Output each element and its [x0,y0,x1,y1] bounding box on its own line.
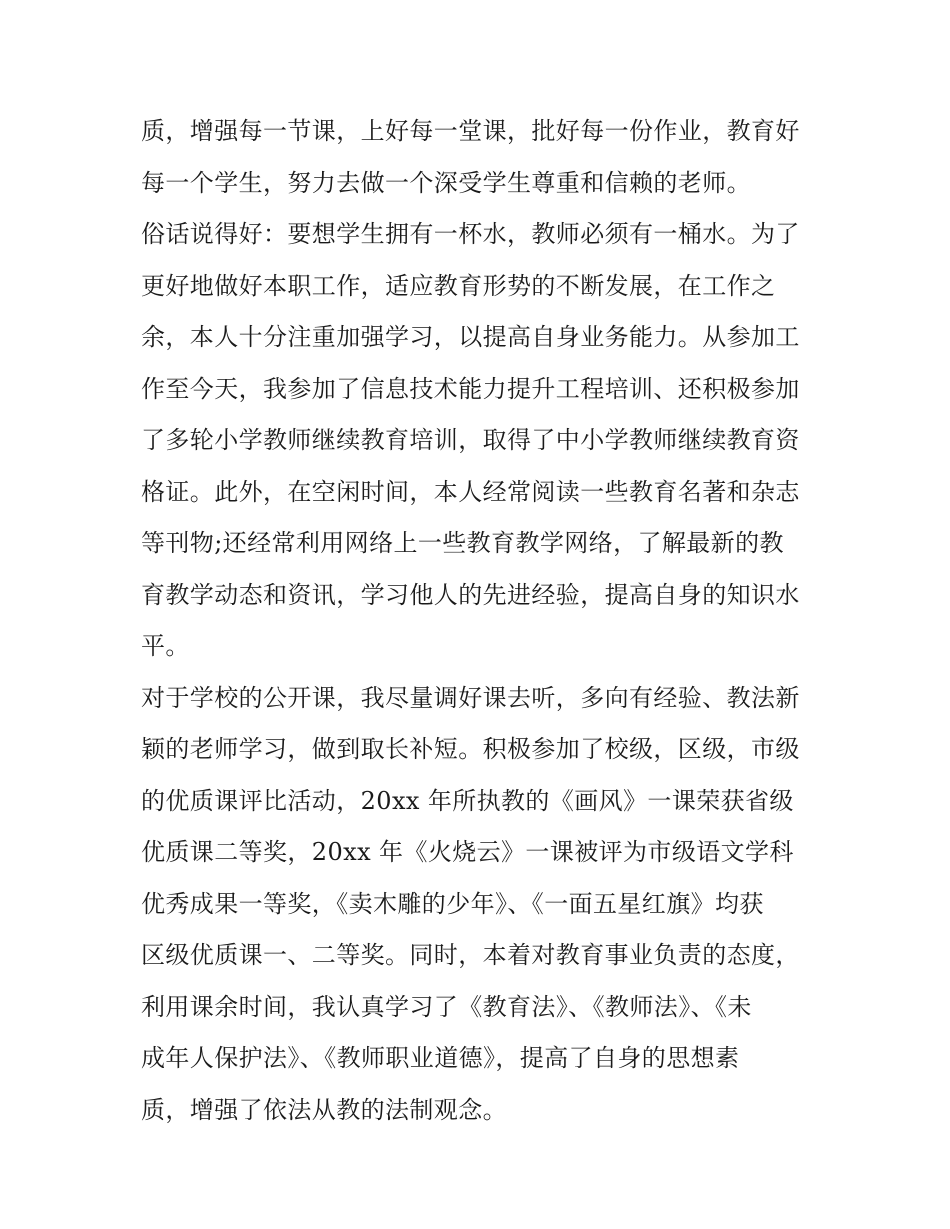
text-line: 等刊物;还经常利用网络上一些教育教学网络，了解最新的教 [141,529,784,557]
text-line: 作至今天，我参加了信息技术能力提升工程培训、还积极参加 [141,374,800,403]
text-line: 平。 [141,632,190,660]
text-line: 每一个学生，努力去做一个深受学生尊重和信赖的老师。 [141,168,751,197]
text-line: 优秀成果一等奖，《卖木雕的少年》、《一面五星红旗》均获 [141,889,764,918]
body-text [141,106,813,1136]
text-line: 成年人保护法》、《教师职业道德》，提高了自身的思想素 [141,1044,740,1072]
text-line: 对于学校的公开课，我尽量调好课去听，多向有经验、教法新 [141,683,800,712]
text-line: 了多轮小学教师继续教育培训，取得了中小学教师继续教育资 [141,426,800,454]
text-line: 质，增强每一节课，上好每一堂课，批好每一份作业，教育好 [141,117,800,145]
text-line: 质，增强了依法从教的法制观念。 [141,1095,507,1124]
text-line: 格证。此外，在空闲时间，本人经常阅读一些教育名著和杂志 [141,477,800,506]
text-line: 余，本人十分注重加强学习，以提高自身业务能力。从参加工 [141,323,800,351]
text-line: 育教学动态和资讯，学习他人的先进经验，提高自身的知识水 [141,580,800,609]
text-line: 颖的老师学习，做到取长补短。积极参加了校级，区级，市级 [141,735,800,763]
text-line: 区级优质课一、二等奖。同时，本着对教育事业负责的态度， [141,941,800,969]
text-line: 更好地做好本职工作，适应教育形势的不断发展，在工作之 [141,271,776,300]
text-line: 利用课余时间，我认真学习了《教育法》、《教师法》、《未 [141,992,752,1021]
text-line: 优质课二等奖，20xx 年《火烧云》一课被评为市级语文学科 [141,838,794,866]
text-line: 的优质课评比活动，20xx 年所执教的《画风》一课荣获省级 [141,786,794,815]
text-line: 俗话说得好：要想学生拥有一杯水，教师必须有一桶水。为了 [141,220,800,248]
